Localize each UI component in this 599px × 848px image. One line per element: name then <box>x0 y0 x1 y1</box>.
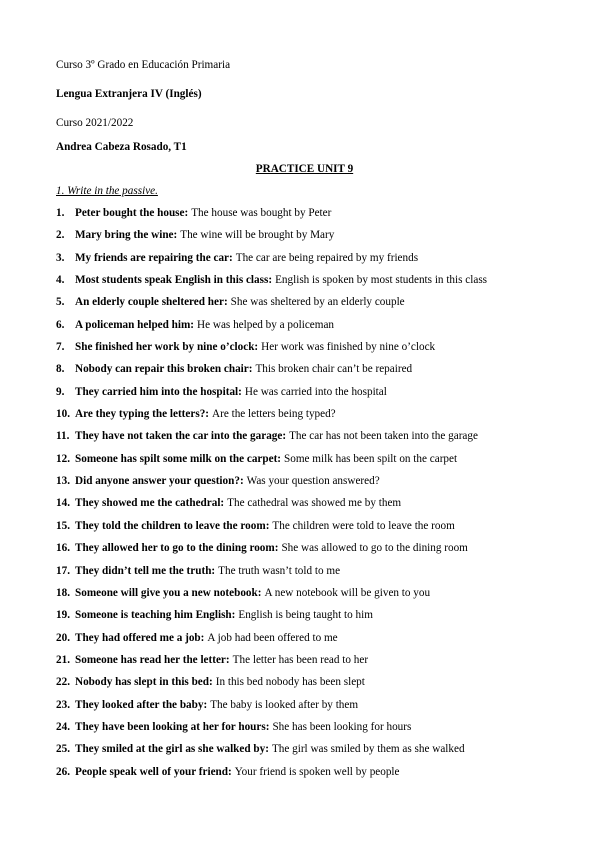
item-answer: She has been looking for hours <box>272 720 412 733</box>
item-number: 19. <box>56 609 70 622</box>
list-item <box>56 274 487 296</box>
year-line: Curso 2021/2022 <box>56 117 134 129</box>
item-number: 6. <box>56 318 65 331</box>
item-number: 23. <box>56 698 70 711</box>
item-sentence: Mary bring the wine: <box>75 229 178 242</box>
item-answer: The children were told to leave the room <box>272 519 455 532</box>
item-number: 25. <box>56 743 70 756</box>
list-item <box>56 542 487 564</box>
list-item <box>56 408 487 430</box>
item-answer: The letter has been read to her <box>232 653 369 666</box>
list-item <box>56 319 487 341</box>
item-sentence: Did anyone answer your question?: <box>75 475 244 488</box>
item-sentence: Someone has spilt some milk on the carpet: <box>75 452 282 465</box>
item-answer: This broken chair can’t be repaired <box>255 363 413 376</box>
exercise-instruction: 1. Write in the passive. <box>56 185 158 197</box>
item-answer: Was your question answered? <box>246 475 380 488</box>
page-title: PRACTICE UNIT 9 <box>255 163 354 175</box>
item-answer: The girl was smiled by them as she walked <box>271 743 465 756</box>
item-answer: The truth wasn’t told to me <box>218 564 341 577</box>
item-sentence: Someone has read her the letter: <box>75 653 230 666</box>
item-sentence: Someone will give you a new notebook: <box>75 586 262 599</box>
item-answer: The wine will be brought by Mary <box>180 229 335 242</box>
item-number: 10. <box>56 408 70 421</box>
item-answer: She was sheltered by an elderly couple <box>230 296 405 309</box>
item-sentence: Someone is teaching him English: <box>75 609 236 622</box>
item-number: 17. <box>56 564 70 577</box>
item-sentence: They carried him into the hospital: <box>75 385 242 398</box>
list-item <box>56 520 487 542</box>
item-number: 20. <box>56 631 70 644</box>
item-sentence: Nobody has slept in this bed: <box>75 676 213 689</box>
item-number: 26. <box>56 765 70 778</box>
item-answer: In this bed nobody has been slept <box>215 676 365 689</box>
item-sentence: She finished her work by nine o’clock: <box>75 341 259 354</box>
list-item <box>56 721 487 743</box>
list-item <box>56 453 487 475</box>
item-sentence: They have been looking at her for hours: <box>75 720 270 733</box>
item-number: 8. <box>56 363 65 376</box>
item-sentence: They looked after the baby: <box>75 698 208 711</box>
item-sentence: An elderly couple sheltered her: <box>75 296 228 309</box>
item-number: 16. <box>56 542 70 555</box>
item-answer: The house was bought by Peter <box>191 207 332 219</box>
item-number: 14. <box>56 497 70 510</box>
item-answer: English is spoken by most students in this class <box>275 274 488 287</box>
item-sentence: They showed me the cathedral: <box>75 497 225 510</box>
author-line: Andrea Cabeza Rosado, T1 <box>56 141 187 153</box>
item-sentence: Peter bought the house: <box>75 207 189 219</box>
item-number: 7. <box>56 341 65 354</box>
item-number: 9. <box>56 385 65 398</box>
item-answer: The cathedral was showed me by them <box>227 497 402 510</box>
item-answer: Some milk has been spilt on the carpet <box>284 452 458 465</box>
item-answer: Her work was finished by nine o’clock <box>261 341 436 354</box>
item-answer: The baby is looked after by them <box>210 698 359 711</box>
list-item <box>56 252 487 274</box>
list-item <box>56 565 487 587</box>
item-number: 5. <box>56 296 65 309</box>
item-answer: Are the letters being typed? <box>212 408 336 421</box>
list-item <box>56 699 487 721</box>
item-sentence: Are they typing the letters?: <box>75 408 210 421</box>
item-answer: The car are being repaired by my friends <box>235 251 419 264</box>
item-answer: A new notebook will be given to you <box>264 586 431 599</box>
item-sentence: They have not taken the car into the garage: <box>75 430 287 443</box>
item-answer: He was carried into the hospital <box>244 385 387 398</box>
item-number: 1. <box>56 207 65 219</box>
item-sentence: They had offered me a job: <box>75 631 205 644</box>
list-item <box>56 766 487 788</box>
item-sentence: My friends are repairing the car: <box>75 251 233 264</box>
list-item <box>56 743 487 765</box>
list-item <box>56 497 487 519</box>
list-item <box>56 229 487 251</box>
item-number: 22. <box>56 676 70 689</box>
list-item <box>56 609 487 631</box>
item-number: 11. <box>56 430 70 443</box>
list-item <box>56 296 487 318</box>
course-line: Curso 3º Grado en Educación Primaria <box>56 59 231 71</box>
item-number: 4. <box>56 274 65 287</box>
item-answer: The car has not been taken into the garage <box>289 430 478 443</box>
list-item <box>56 676 487 698</box>
item-number: 18. <box>56 586 70 599</box>
list-item <box>56 341 487 363</box>
list-item <box>56 207 487 229</box>
item-number: 12. <box>56 452 70 465</box>
list-item <box>56 632 487 654</box>
subject-line: Lengua Extranjera IV (Inglés) <box>56 88 202 100</box>
item-answer: He was helped by a policeman <box>197 318 335 331</box>
item-sentence: Nobody can repair this broken chair: <box>75 363 253 376</box>
item-sentence: People speak well of your friend: <box>75 765 232 778</box>
item-number: 15. <box>56 519 70 532</box>
item-number: 24. <box>56 720 70 733</box>
list-item <box>56 386 487 408</box>
item-sentence: They allowed her to go to the dining room: <box>75 542 279 555</box>
item-sentence: They smiled at the girl as she walked by: <box>75 743 269 756</box>
item-answer: English is being taught to him <box>238 609 373 622</box>
item-number: 3. <box>56 251 65 264</box>
exercise-list <box>56 207 487 788</box>
item-answer: She was allowed to go to the dining room <box>281 542 468 555</box>
item-number: 2. <box>56 229 65 242</box>
item-sentence: They told the children to leave the room: <box>75 519 270 532</box>
item-answer: Your friend is spoken well by people <box>234 765 400 778</box>
item-number: 21. <box>56 653 70 666</box>
list-item <box>56 654 487 676</box>
list-item <box>56 475 487 497</box>
item-answer: A job had been offered to me <box>207 631 338 644</box>
item-sentence: Most students speak English in this class: <box>75 274 273 287</box>
item-sentence: A policeman helped him: <box>75 318 195 331</box>
list-item <box>56 430 487 452</box>
item-sentence: They didn’t tell me the truth: <box>75 564 216 577</box>
item-number: 13. <box>56 475 70 488</box>
list-item <box>56 363 487 385</box>
list-item <box>56 587 487 609</box>
